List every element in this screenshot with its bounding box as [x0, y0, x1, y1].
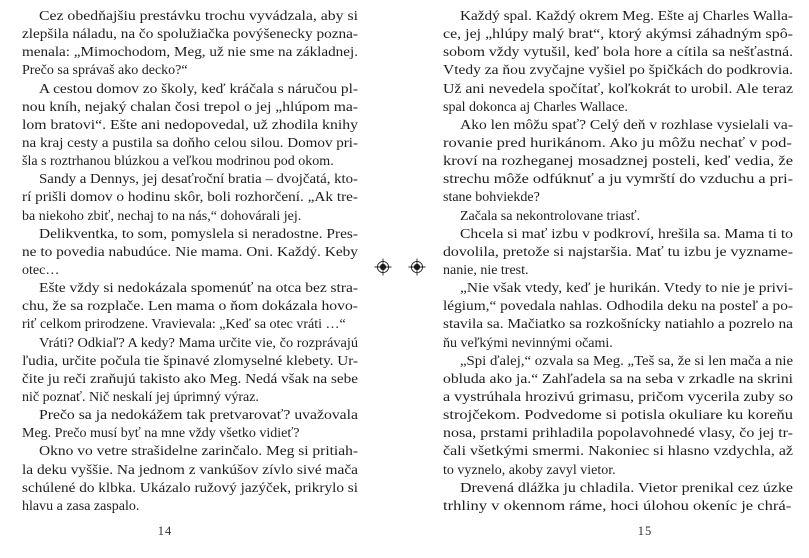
text-line-content: „Spi ďalej,“ ozvala sa Meg. „Teš sa, že si len mača a nie — [460, 353, 793, 369]
text-line-content: trhliny v okennom ráme, hoci úlohou okeníc je chrá- — [443, 498, 792, 514]
text-line — [443, 44, 793, 62]
text-line — [22, 280, 358, 298]
text-line — [443, 62, 793, 80]
text-line-content: nič poznať. Nič neskalí jej úprimný výraz. — [22, 389, 259, 405]
text-line-content: légium,“ povedala nahlas. Odhodila deku na posteľ a po- — [443, 299, 793, 315]
text-line — [443, 117, 793, 135]
text-line-content: to vyznelo, akoby zavyl vietor. — [443, 462, 616, 478]
text-line — [443, 443, 793, 461]
text-line — [443, 280, 793, 298]
text-line — [22, 443, 358, 461]
text-line-content: dovolila, pretože si najstaršia. Mať tu izbu je vyzname- — [443, 244, 793, 260]
text-line-content: otec… — [22, 262, 60, 278]
text-line — [22, 262, 358, 280]
text-line — [22, 335, 358, 353]
text-line — [22, 353, 358, 371]
registration-mark-icon — [374, 258, 392, 276]
text-line-content: Vtedy za ňou zvyčajne vyšiel po špičkách do podkrovia. — [443, 63, 793, 79]
text-line — [22, 8, 358, 26]
text-line — [22, 316, 358, 334]
text-line — [443, 99, 793, 117]
text-line — [443, 316, 793, 334]
page-left — [22, 8, 358, 516]
text-line — [443, 8, 793, 26]
text-line — [22, 389, 358, 407]
text-line-content: Prečo sa ja nedokážem tak pretvarovať? uvažovala — [39, 408, 358, 424]
text-line — [22, 498, 358, 516]
text-line — [443, 389, 793, 407]
text-line-content: obluda ako ja.“ Zahľadela sa na seba v zrkadle na skrini — [443, 371, 793, 387]
text-line-content: strojčekom. Podvedome si potisla okuliare ku koreňu — [443, 408, 793, 424]
text-line-content: kroví na rozheganej mosadznej posteli, keď vedia, že — [443, 154, 793, 170]
page-left-text — [22, 8, 358, 516]
text-line-content: ňu veľkými nevinnými očami. — [443, 335, 613, 351]
text-line — [443, 81, 793, 99]
text-line-content: spal dokonca aj Charles Wallace. — [443, 99, 628, 115]
page-number-left: 14 — [157, 524, 173, 538]
text-line — [443, 498, 793, 516]
text-line — [443, 425, 793, 443]
text-line — [22, 462, 358, 480]
text-line — [443, 171, 793, 189]
text-line — [443, 208, 793, 226]
text-line — [22, 480, 358, 498]
text-line — [443, 262, 793, 280]
text-line-content: čali všetkými smermi. Nakoniec si hlasno vzdychla, až — [443, 444, 793, 460]
text-line — [22, 371, 358, 389]
page-number-right: 15 — [637, 524, 653, 538]
text-line-content: a vystrúhala hrozivú grimasu, pričom vycerila zuby so — [443, 389, 793, 405]
text-line — [443, 407, 793, 425]
text-line-content: na kraj cesty a pustila sa doňho celou silou. Domov pri- — [22, 135, 358, 151]
text-line — [22, 44, 358, 62]
text-line-content: Meg. Prečo musí byť na mne vždy všetko vidieť? — [22, 426, 300, 442]
text-line-content: ba niekoho zbiť, nechaj to na nás,“ dohovárali jej. — [22, 208, 302, 224]
text-line — [22, 135, 358, 153]
text-line-content: Sandy a Dennys, jej desaťroční bratia – dvojčatá, kto- — [39, 172, 358, 188]
text-line-content: hlavu a zasa zaspalo. — [22, 498, 140, 514]
page-right-text — [443, 8, 793, 516]
text-line-content: Každý spal. Každý okrem Meg. Ešte aj Charles Walla- — [460, 9, 793, 24]
text-line — [443, 226, 793, 244]
text-line-content: Začala sa nekontrolovane triasť. — [460, 208, 641, 224]
text-line — [22, 99, 358, 117]
text-line-content: čite ju reči zraňujú takisto ako Meg. Nedá však na sebe — [22, 371, 359, 387]
text-line — [443, 153, 793, 171]
text-line-content: Okno vo vetre strašidelne zarinčalo. Meg si pritiah- — [39, 444, 358, 460]
text-line-content: ce, jej „hlúpy malý brat“, ktorý akýmsi záhadným spô- — [443, 27, 793, 43]
text-line-content: Ako len môžu spať? Celý deň v rozhlase vysielali va- — [460, 117, 793, 133]
page-right — [443, 8, 793, 516]
text-line-content: strechu môže odfúknuť a ju vymrští do vzduchu a pri- — [443, 172, 793, 188]
text-line-content: stavila sa. Mačiatko sa rozkošnícky natiahlo a pozrelo na — [443, 317, 793, 333]
text-line — [22, 189, 358, 207]
text-line-content: Chcela si mať izbu v podkroví, hrešila sa. Mama ti to — [460, 226, 793, 242]
text-line-content: Delikventka, to som, pomyslela si neradostne. Pres- — [39, 226, 358, 242]
text-line-content: A cestou domov zo školy, keď kráčala s náručou pl- — [39, 81, 358, 97]
text-line — [22, 117, 358, 135]
text-line-content: nosa, prstami prihladila popolavohnedé vlasy, čo jej tr- — [443, 426, 793, 442]
text-line — [22, 407, 358, 425]
text-line — [443, 135, 793, 153]
text-line-content: rí prišli domov o hodinu skôr, boli rozhorčení. „Ak tre- — [22, 190, 358, 206]
text-line-content: menala: „Mimochodom, Meg, už nie sme na základnej. — [22, 45, 358, 61]
text-line — [22, 81, 358, 99]
text-line-content: nou kníh, nejaký chalan čosi trepol o jej „hlúpom ma- — [22, 99, 358, 115]
text-line — [22, 62, 358, 80]
text-line-content: Ešte vždy si nedokázala spomenúť na otca bez stra- — [39, 281, 358, 297]
text-line-content: Už ani nevedela spočítať, koľkokrát to urobil. Ale teraz — [443, 81, 793, 97]
text-line-content: šla s roztrhanou blúzkou a veľkou modrinou pod okom. — [22, 154, 334, 170]
text-line — [443, 244, 793, 262]
text-line-content: lom bratovi“. Ešte ani nedopovedal, už zhodila knihy — [22, 117, 358, 133]
text-line — [22, 171, 358, 189]
text-line-content: rovanie pred hurikánom. Ako ju môžu nechať v pod- — [443, 135, 792, 151]
registration-mark-icon — [408, 258, 426, 276]
text-line-content: Cez obedňajšiu prestávku trochu vyvádzala, aby si — [39, 9, 358, 24]
text-line-content: ľudia, určite počula tie špinavé zlomyselné klebety. Ur- — [22, 353, 358, 369]
text-line-content: stane bohviekde? — [443, 190, 540, 206]
text-line-content: Vráti? Odkiaľ? A kedy? Mama určite vie, čo rozprávajú — [39, 335, 358, 351]
text-line — [443, 298, 793, 316]
text-line-content: zlepšila náladu, na čo spolužiačka povýšenecky pozna- — [22, 27, 358, 43]
text-line-content: sobom vždy vytušil, keď bola hore a cítila sa nešťastná. — [443, 45, 793, 61]
text-line-content: chu, že sa rozplače. Len mama o ňom dokázala hovo- — [22, 299, 358, 315]
text-line — [22, 425, 358, 443]
text-line-content: nanie, nie trest. — [443, 262, 529, 278]
text-line-content: „Nie však vtedy, keď je hurikán. Vtedy to nie je privi- — [460, 281, 793, 297]
text-line-content: Prečo sa správaš ako decko?“ — [22, 63, 188, 79]
text-line-content: schúlené do klbka. Ukázalo ružový jazýček, prikrylo si — [22, 480, 359, 496]
text-line-content: la deku vyššie. Na jednom z vankúšov zívlo sivé mača — [22, 462, 358, 478]
text-line — [443, 371, 793, 389]
text-line-content: riť celkom prirodzene. Vravievala: „Keď sa otec vráti …“ — [22, 317, 346, 333]
text-line — [443, 335, 793, 353]
text-line — [22, 298, 358, 316]
text-line-content: ne to povedia nabudúce. Nie mama. Oni. Každý. Keby — [22, 244, 359, 260]
text-line — [22, 26, 358, 44]
text-line — [443, 480, 793, 498]
text-line — [443, 189, 793, 207]
text-line — [22, 153, 358, 171]
text-line — [443, 462, 793, 480]
text-line — [22, 244, 358, 262]
text-line-content: Drevená dlážka ju chladila. Vietor prenikal cez úzke — [460, 480, 793, 496]
text-line — [443, 353, 793, 371]
text-line — [443, 26, 793, 44]
text-line — [22, 208, 358, 226]
text-line — [22, 226, 358, 244]
